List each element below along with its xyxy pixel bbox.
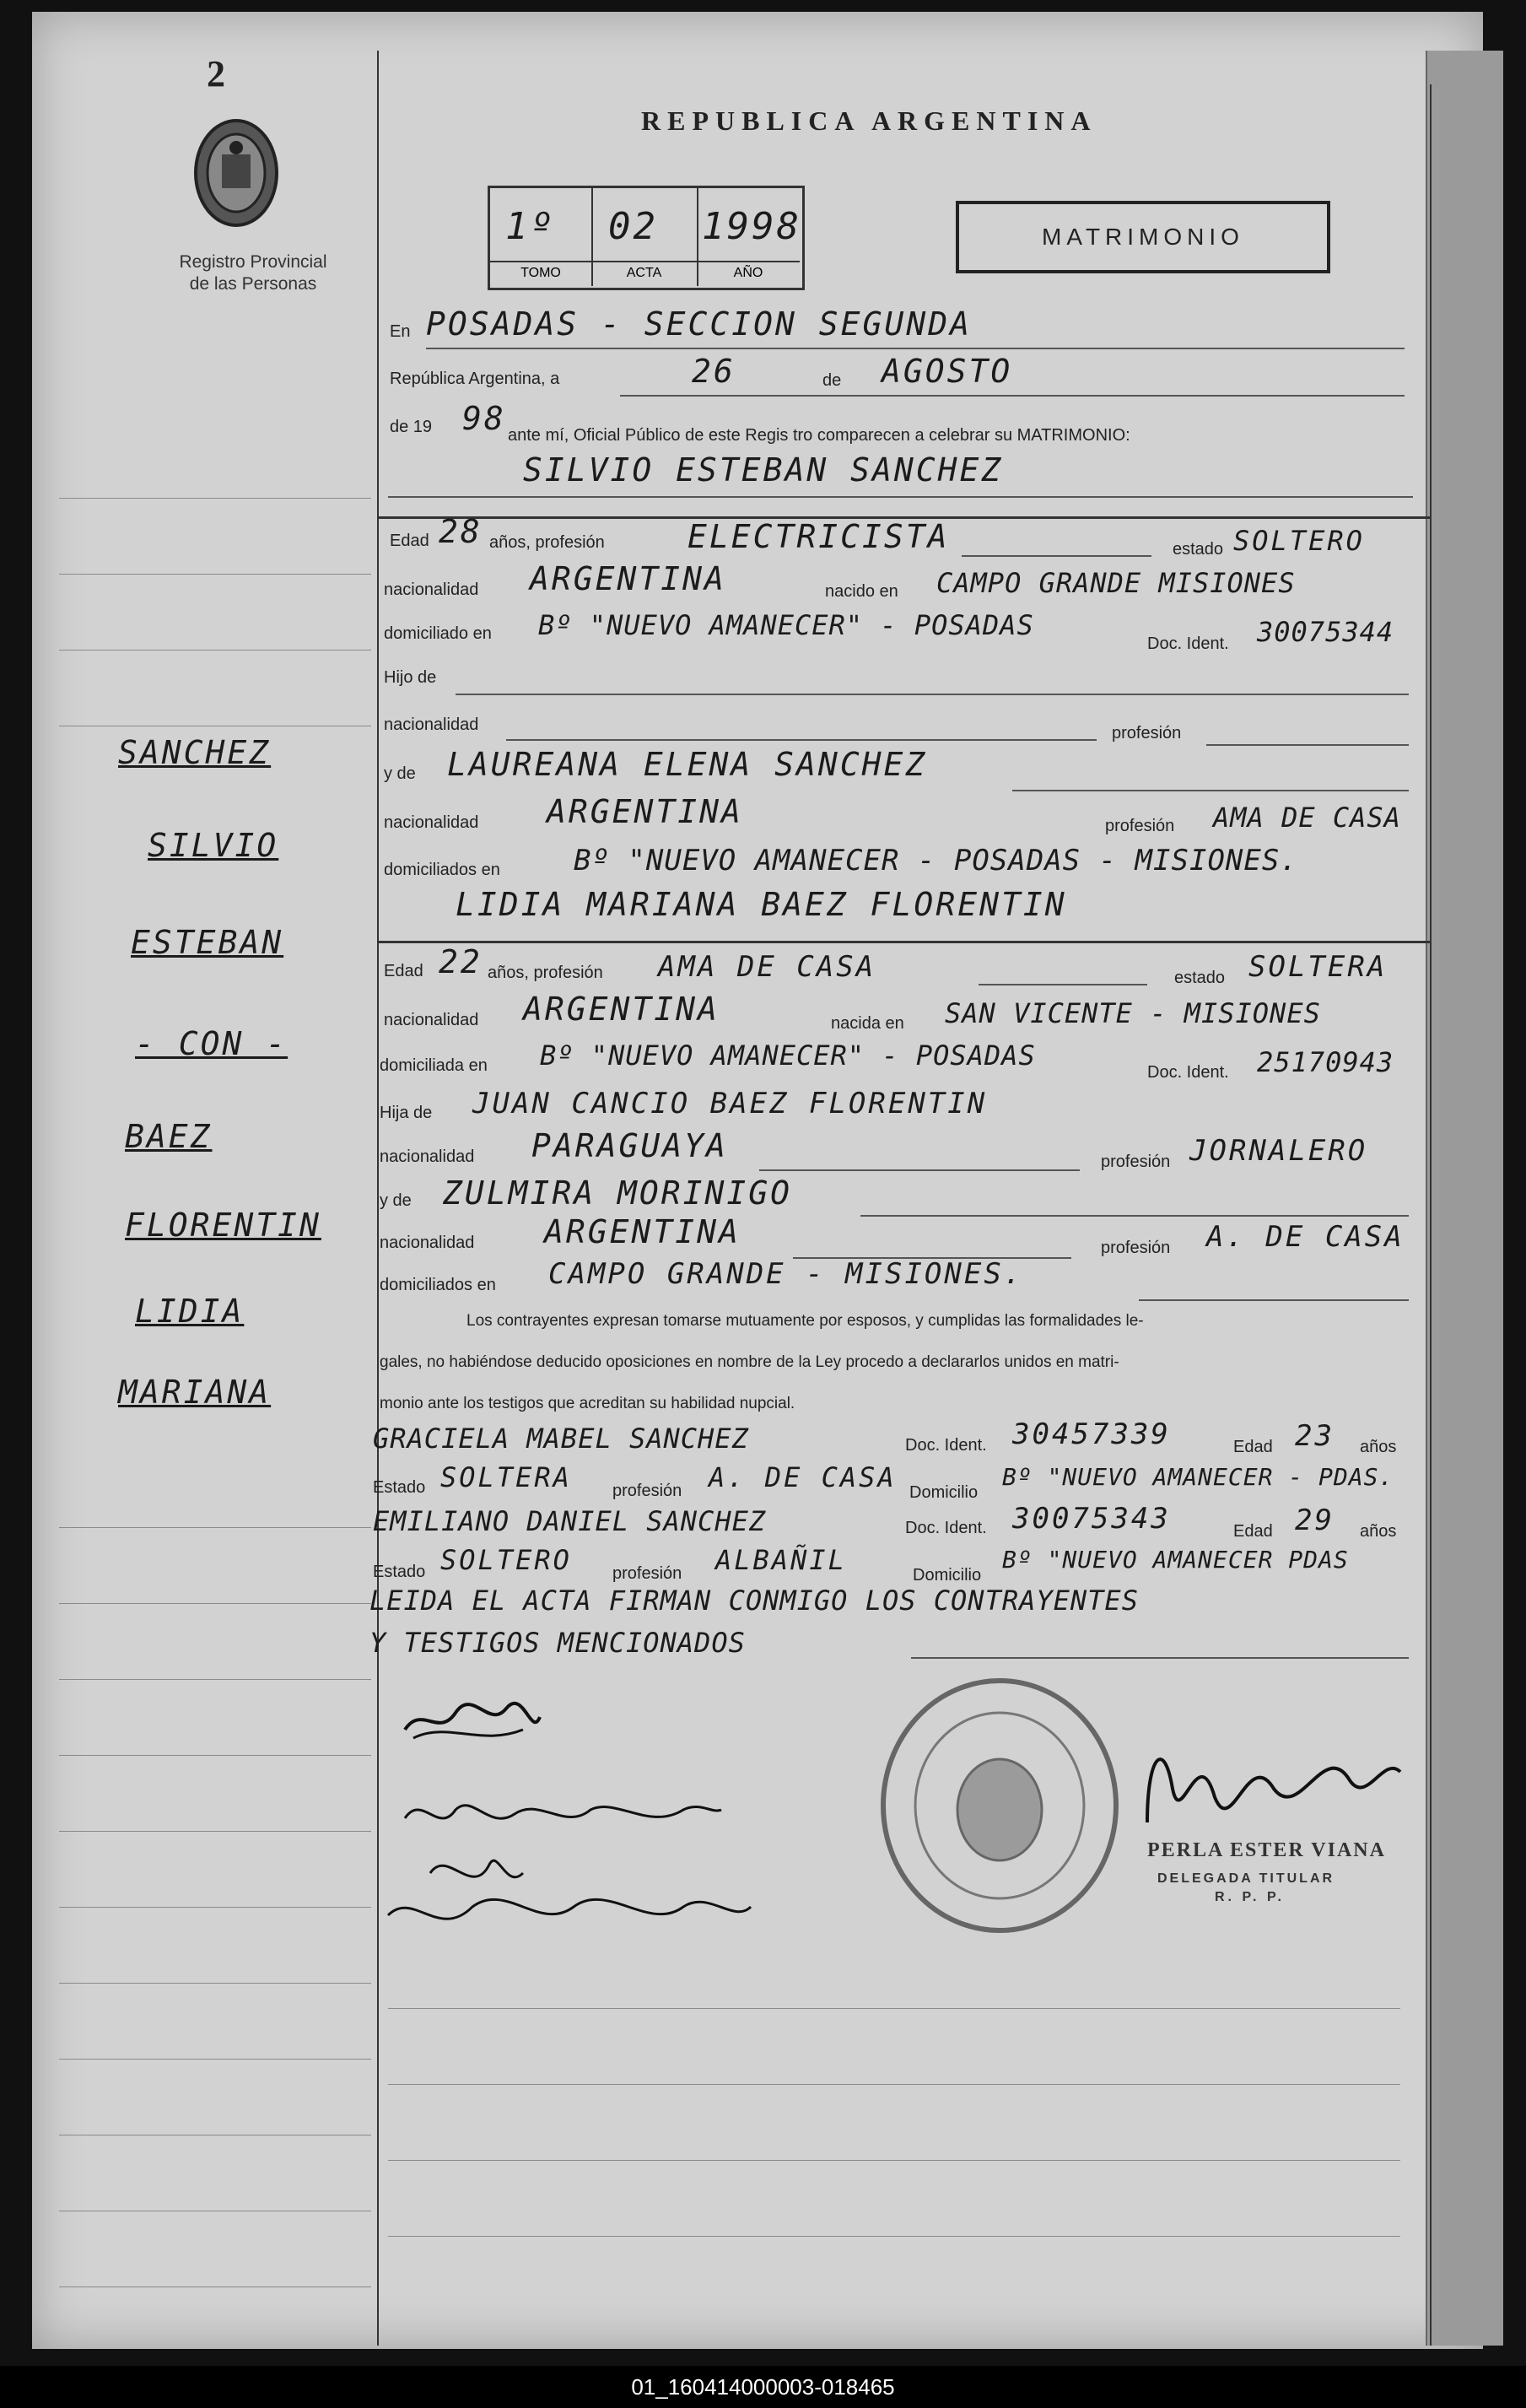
en-label: En xyxy=(390,322,411,341)
legal-text-2: gales, no habiéndose deducido oposiciones en nombre de la Ley procedo a declararlos unidos en matri- xyxy=(380,1353,1119,1371)
groom-age: 28 xyxy=(439,513,483,550)
legal-text-3: monio ante los testigos que acreditan su habilidad nupcial. xyxy=(380,1395,795,1412)
legal-text-1: Los contrayentes expresan tomarse mutuamente por esposos, y cumplidas las formalidades le- xyxy=(466,1312,1144,1330)
line xyxy=(979,984,1147,985)
groom-birthplace: CAMPO GRANDE MISIONES xyxy=(936,567,1296,599)
right-border xyxy=(1430,84,1432,2346)
groom-address: Bº "NUEVO AMANECER" - POSADAS xyxy=(538,609,1034,641)
acta-label: ACTA xyxy=(591,261,697,281)
groom-mother-nationality: ARGENTINA xyxy=(547,793,743,830)
record-number-box xyxy=(488,186,805,290)
groom-doc: 30075344 xyxy=(1257,616,1394,648)
side-name-bride-middle: MARIANA xyxy=(118,1374,272,1411)
margin-rule xyxy=(59,1831,371,1832)
witness1-address: Bº "NUEVO AMANECER - PDAS. xyxy=(1002,1463,1394,1491)
signature-bride xyxy=(396,1784,725,1844)
official-title: DELEGADA TITULAR xyxy=(1157,1871,1335,1886)
witness2-age: 29 xyxy=(1295,1504,1335,1537)
official-name: PERLA ESTER VIANA xyxy=(1147,1839,1386,1861)
witness1-profession: A. DE CASA xyxy=(709,1461,897,1493)
line xyxy=(1206,744,1409,746)
official-stamp-icon xyxy=(877,1675,1122,1936)
line xyxy=(962,555,1151,557)
bride-profession: AMA DE CASA xyxy=(658,950,876,984)
witness2-profession: ALBAÑIL xyxy=(715,1544,847,1576)
republica-label: República Argentina, a xyxy=(390,370,560,388)
bride-father: JUAN CANCIO BAEZ FLORENTIN xyxy=(472,1087,988,1120)
registry-name: Registro Provincial de las Personas xyxy=(179,252,327,294)
witness1-name: GRACIELA MABEL SANCHEZ xyxy=(373,1423,749,1455)
anio-value: 1998 xyxy=(702,205,801,248)
bride-father-nationality: PARAGUAYA xyxy=(531,1127,728,1164)
tomo-value: 1º xyxy=(505,205,555,248)
acta-value: 02 xyxy=(608,205,658,248)
groom-mother: LAUREANA ELENA SANCHEZ xyxy=(447,746,928,783)
bride-mother-profession: A. DE CASA xyxy=(1206,1220,1405,1254)
line xyxy=(860,1215,1409,1217)
bride-mother: ZULMIRA MORINIGO xyxy=(443,1174,793,1212)
bride-age: 22 xyxy=(439,943,483,980)
groom-state: SOLTERO xyxy=(1233,525,1365,557)
margin-rule xyxy=(59,1983,371,1984)
bride-name: LIDIA MARIANA BAEZ FLORENTIN xyxy=(456,886,1067,923)
margin-rule xyxy=(59,498,371,499)
de-label: de xyxy=(822,371,842,390)
bride-parents-address: CAMPO GRANDE - MISIONES. xyxy=(548,1257,1024,1291)
footer-id: 01_160414000003-018465 xyxy=(0,2366,1526,2408)
groom-parents-address: Bº "NUEVO AMANECER - POSADAS - MISIONES. xyxy=(574,844,1298,877)
bride-address: Bº "NUEVO AMANECER" - POSADAS xyxy=(540,1039,1036,1072)
official-org: R. P. P. xyxy=(1215,1890,1285,1904)
closing-line-2: Y TESTIGOS MENCIONADOS xyxy=(369,1627,746,1659)
side-name-bride-first: LIDIA xyxy=(135,1293,245,1330)
date-line xyxy=(620,395,1405,397)
witness2-address: Bº "NUEVO AMANECER PDAS xyxy=(1002,1546,1349,1574)
groom-name-line xyxy=(388,496,1413,498)
provincial-seal-icon xyxy=(190,114,283,232)
witness1-age: 23 xyxy=(1295,1419,1335,1453)
line xyxy=(911,1657,1409,1659)
country-title: REPUBLICA ARGENTINA xyxy=(641,105,1097,136)
tomo-label: TOMO xyxy=(490,261,591,281)
bride-mother-nationality: ARGENTINA xyxy=(544,1213,741,1250)
signature-scribble xyxy=(396,1687,548,1755)
day-value: 26 xyxy=(692,353,736,390)
line xyxy=(388,2084,1400,2085)
year-suffix-value: 98 xyxy=(462,400,506,437)
year-prefix-label: de 19 xyxy=(390,418,433,436)
side-name-first: SILVIO xyxy=(148,827,279,864)
anio-label: AÑO xyxy=(697,261,800,281)
line xyxy=(456,694,1409,695)
margin-rule xyxy=(59,1603,371,1604)
witness2-doc: 30075343 xyxy=(1012,1502,1171,1536)
bride-state: SOLTERA xyxy=(1248,950,1388,984)
line xyxy=(759,1169,1080,1171)
bride-father-profession: JORNALERO xyxy=(1189,1134,1368,1168)
closing-line-1: LEIDA EL ACTA FIRMAN CONMIGO LOS CONTRAYENTES xyxy=(369,1585,1139,1617)
groom-mother-profession: AMA DE CASA xyxy=(1213,802,1401,834)
line xyxy=(506,739,1097,741)
margin-rule xyxy=(59,1755,371,1756)
groom-profession: ELECTRICISTA xyxy=(688,518,950,555)
margin-rule xyxy=(59,2059,371,2060)
line xyxy=(1012,790,1409,791)
place-line xyxy=(426,348,1405,349)
witness2-state: SOLTERO xyxy=(440,1544,572,1576)
margin-rule xyxy=(59,1527,371,1528)
month-value: AGOSTO xyxy=(882,353,1013,390)
page-edge xyxy=(1426,51,1503,2346)
official-signature xyxy=(1130,1721,1409,1848)
margin-rule xyxy=(59,650,371,651)
doc-type-box: MATRIMONIO xyxy=(956,201,1330,273)
witness2-name: EMILIANO DANIEL SANCHEZ xyxy=(373,1505,767,1537)
side-name-surname: SANCHEZ xyxy=(118,734,272,771)
page-number: 2 xyxy=(207,53,225,94)
margin-rule xyxy=(59,574,371,575)
groom-name: SILVIO ESTEBAN SANCHEZ xyxy=(523,451,1004,489)
line xyxy=(388,2008,1400,2009)
side-name-con: - CON - xyxy=(135,1025,288,1062)
bride-birthplace: SAN VICENTE - MISIONES xyxy=(945,997,1321,1029)
margin-rule xyxy=(59,1907,371,1908)
signature-witness xyxy=(380,1848,759,1949)
groom-nationality: ARGENTINA xyxy=(530,560,726,597)
line xyxy=(1139,1299,1409,1301)
side-name-middle: ESTEBAN xyxy=(131,924,284,961)
section-divider-2 xyxy=(377,941,1432,943)
witness1-state: SOLTERA xyxy=(440,1461,572,1493)
side-name-bride-surname: BAEZ xyxy=(125,1118,213,1155)
place-value: POSADAS - SECCION SEGUNDA xyxy=(426,305,972,343)
margin-rule xyxy=(59,1679,371,1680)
line xyxy=(388,2236,1400,2237)
margin-divider xyxy=(377,51,379,2346)
intro-text: ante mí, Oficial Público de este Regis tro comparecen a celebrar su MATRIMONIO: xyxy=(508,426,1130,445)
bride-doc: 25170943 xyxy=(1257,1046,1394,1078)
line xyxy=(388,2160,1400,2161)
side-name-bride-surname2: FLORENTIN xyxy=(125,1207,321,1244)
bride-nationality: ARGENTINA xyxy=(523,991,720,1028)
witness1-doc: 30457339 xyxy=(1012,1417,1171,1451)
